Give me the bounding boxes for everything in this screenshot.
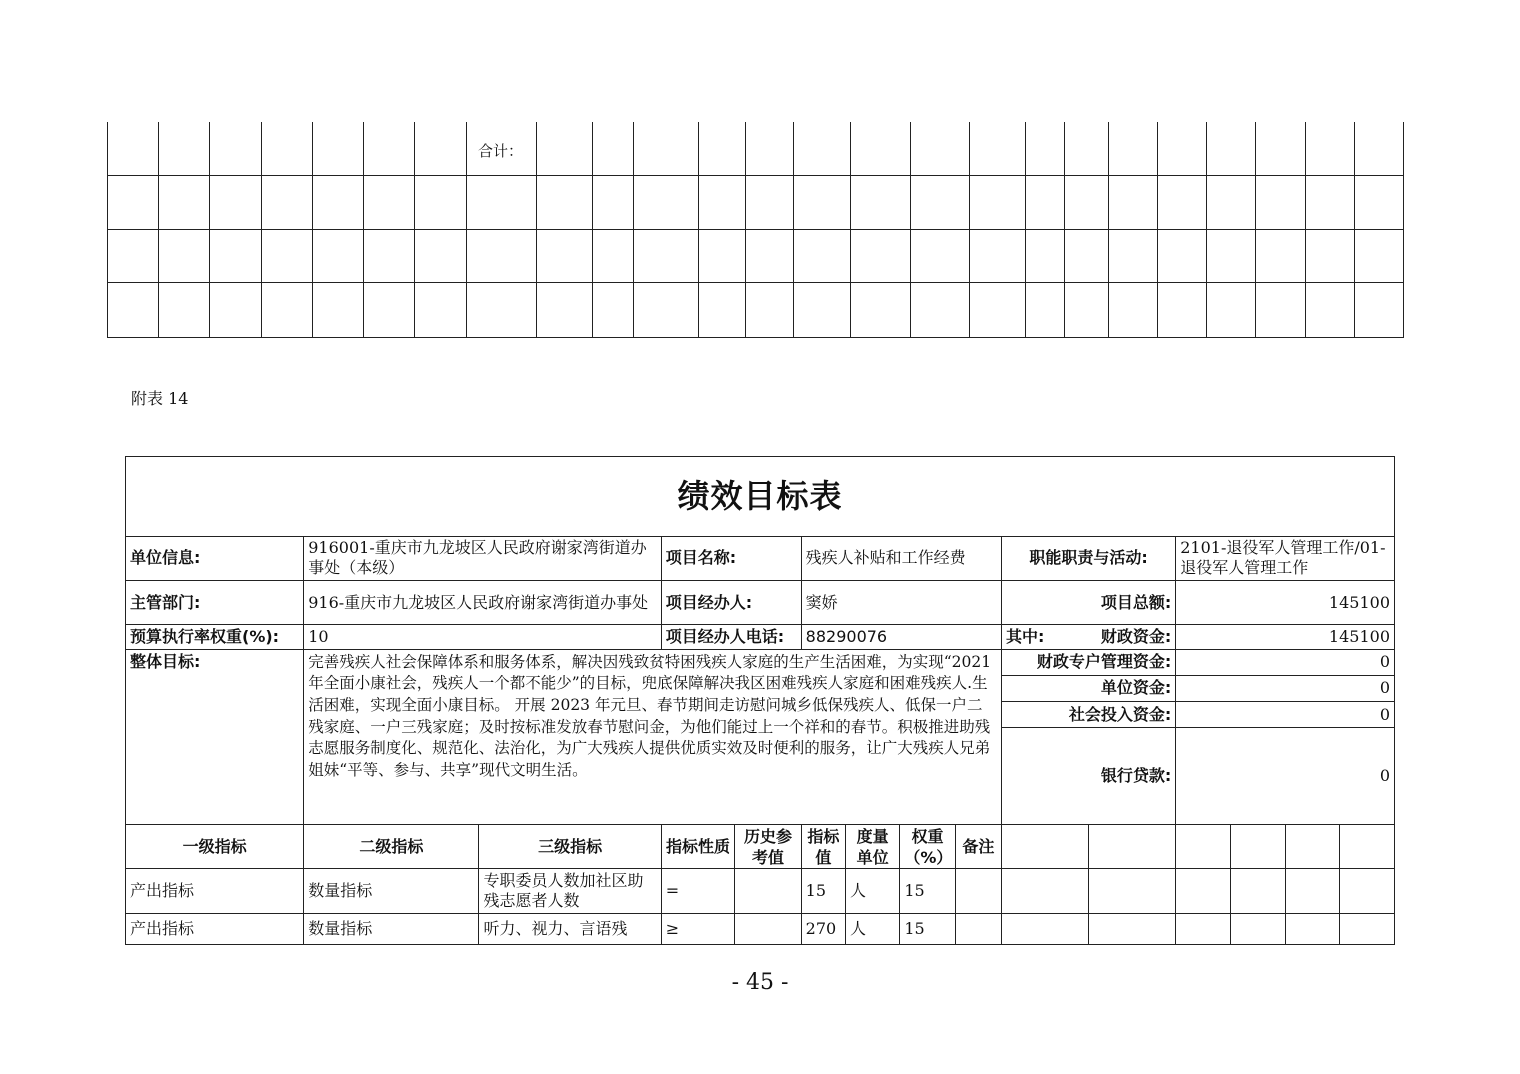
project-name-label: 项目名称: [661, 536, 801, 580]
header-weight: 权重（%） [900, 824, 955, 868]
row-level3: 专职委员人数加社区助残志愿者人数 [479, 869, 661, 913]
table-row [126, 869, 1395, 913]
row-value: 270 [801, 913, 845, 944]
header-note: 备注 [955, 824, 1001, 868]
header-value: 指标值 [801, 824, 845, 868]
overall-goal-text: 完善残疾人社会保障体系和服务体系，解决因残致贫特困残疾人家庭的生产生活困难，为实现“2021 年全面小康社会，残疾人一个都不能少”的目标，兜底保障解决我区困难残疾人家庭和困难残疾人.生活困难，实现全面小康目标。 开展 2023 年元旦、春节期间走访慰问城乡低保残疾人、低保一户二残家庭、一户三残家庭；及时按标准发放春节慰问金，为他们能过上一个祥和的春节。积极推进助残志愿服务制度化、规范化、法治化，为广大残疾人提供优质实效及时便利的服务，让广大残疾人兄弟姐妹“平等、参与、共享”现代文明生活。 [304, 649, 1002, 824]
top-grid-table [107, 122, 1404, 338]
bank-loan-label: 银行贷款: [1002, 728, 1176, 825]
unit-info-label: 单位信息: [126, 536, 304, 580]
supervising-dept-value: 916-重庆市九龙坡区人民政府谢家湾街道办事处 [304, 581, 661, 625]
row-value: 15 [801, 869, 845, 913]
row-nature: ≥ [661, 913, 735, 944]
header-history: 历史参考值 [735, 824, 801, 868]
row-level1: 产出指标 [126, 913, 304, 944]
header-unit: 度量单位 [845, 824, 899, 868]
row-weight: 15 [900, 913, 955, 944]
header-level1: 一级指标 [126, 824, 304, 868]
among-label: 其中: [1002, 625, 1089, 649]
social-investment-value: 0 [1176, 701, 1395, 727]
row-history [735, 869, 801, 913]
row-unit: 人 [845, 913, 899, 944]
table-row [126, 913, 1395, 944]
table-title: 绩效目标表 [126, 457, 1395, 537]
supervising-dept-label: 主管部门: [126, 581, 304, 625]
bank-loan-value: 0 [1176, 728, 1395, 825]
duty-activity-value: 2101-退役军人管理工作/01-退役军人管理工作 [1176, 536, 1395, 580]
special-account-funds-value: 0 [1176, 649, 1395, 675]
row-unit: 人 [845, 869, 899, 913]
unit-funds-value: 0 [1176, 675, 1395, 701]
header-level2: 二级指标 [304, 824, 479, 868]
header-level3: 三级指标 [479, 824, 661, 868]
annex-label: 附表 14 [131, 389, 189, 408]
row-nature: = [661, 869, 735, 913]
fiscal-funds-value: 145100 [1176, 625, 1395, 649]
row-level1: 产出指标 [126, 869, 304, 913]
header-nature: 指标性质 [661, 824, 735, 868]
unit-info-value: 916001-重庆市九龙坡区人民政府谢家湾街道办事处（本级） [304, 536, 661, 580]
project-manager-value: 窦娇 [801, 581, 1001, 625]
budget-weight-value: 10 [304, 625, 661, 649]
row-note [955, 913, 1001, 944]
row-level2: 数量指标 [304, 869, 479, 913]
manager-phone-label: 项目经办人电话: [661, 625, 801, 649]
row-note [955, 869, 1001, 913]
row-level3: 听力、视力、言语残 [479, 913, 661, 944]
project-name-value: 残疾人补贴和工作经费 [801, 536, 1001, 580]
performance-target-table [125, 456, 1395, 945]
social-investment-label: 社会投入资金: [1002, 701, 1176, 727]
row-history [735, 913, 801, 944]
project-total-value: 145100 [1176, 581, 1395, 625]
budget-weight-label: 预算执行率权重(%): [126, 625, 304, 649]
row-weight: 15 [900, 869, 955, 913]
row-level2: 数量指标 [304, 913, 479, 944]
page-number: - 45 - [731, 970, 789, 995]
duty-activity-label: 职能职责与活动: [1002, 536, 1176, 580]
project-total-label: 项目总额: [1002, 581, 1176, 625]
fiscal-funds-label: 财政资金: [1088, 625, 1176, 649]
project-manager-label: 项目经办人: [661, 581, 801, 625]
special-account-funds-label: 财政专户管理资金: [1002, 649, 1176, 675]
manager-phone-value: 88290076 [801, 625, 1001, 649]
overall-goal-label: 整体目标: [126, 649, 304, 824]
sum-label: 合计： [478, 142, 524, 160]
unit-funds-label: 单位资金: [1002, 675, 1176, 701]
